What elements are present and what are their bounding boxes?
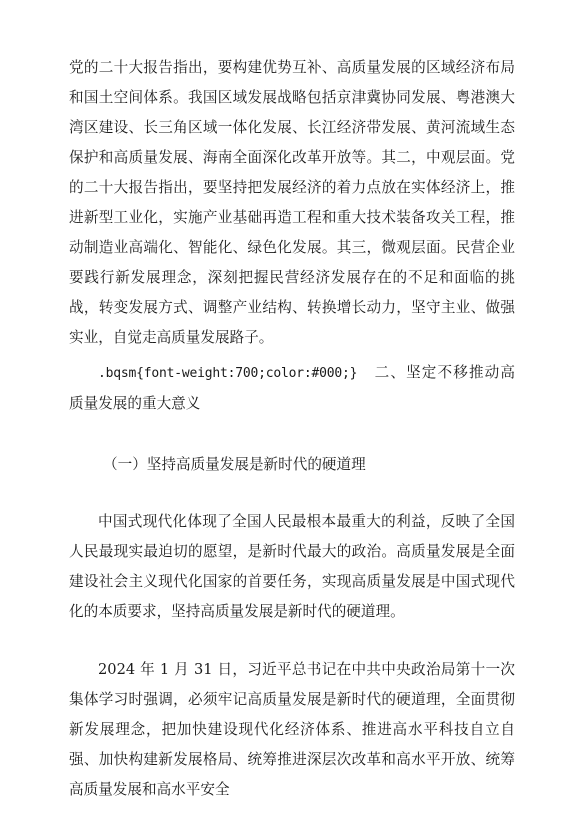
paragraph-modernization: 中国式现代化体现了全国人民最根本最重大的利益，反映了全国人民最现实最迫切的愿望，是新时代最大的政治。高质量发展是全面建设社会主义现代化国家的首要任务，实现高质量发展是中国式现代化的本质要求，坚持高质量发展是新时代的硬道理。 — [69, 513, 515, 620]
section-heading-paragraph — [69, 358, 515, 419]
section-heading: 二、坚定不移推动高质量发展的重大意义 — [69, 364, 515, 412]
subsection-heading: （一）坚持高质量发展是新时代的硬道理 — [103, 456, 366, 473]
paragraph-regional-development: 党的二十大报告指出，要构建优势互补、高质量发展的区域经济布局和国土空间体系。我国区域发展战略包括京津冀协同发展、粤港澳大湾区建设、长三角区域一体化发展、长江经济带发展、黄河流域生态保护和高质量发展、海南全面深化改革开放等。其二，中观层面。党的二十大报告指出，要坚持把发展经济的着力点放在实体经济上，推进新型工业化，实施产业基础再造工程和重大技术装备攻关工程，推动制造业高端化、智能化、绿色化发展。其三，微观层面。民营企业要践行新发展理念，深刻把握民营经济发展存在的不足和面临的挑战，转变发展方式、调整产业结构、转换增长动力，坚守主业、做强实业，自觉走高质量发展路子。 — [69, 59, 515, 346]
stray-css-text: .bqsm{font-weight:700;color:#000;} — [98, 366, 358, 381]
paragraph-politburo-study: 2024 年 1 月 31 日，习近平总书记在中共中央政治局第十一次集体学习时强调，必须牢记高质量发展是新时代的硬道理，全面贯彻新发展理念，把加快建设现代化经济体系、推进高水平科技自立自强、加快构建新发展格局、统筹推进深层次改革和高水平开放、统筹高质量发展和高水平安全 — [69, 661, 515, 798]
